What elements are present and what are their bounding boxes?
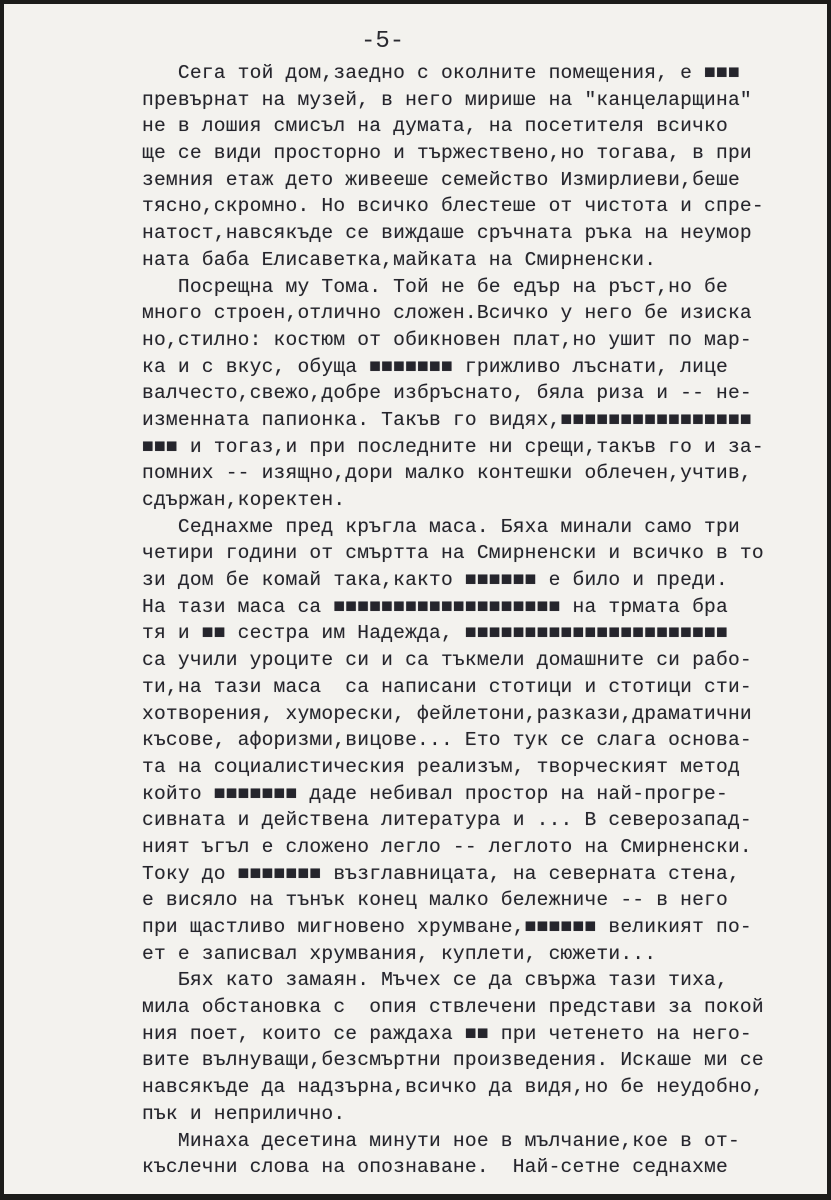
text-line: много строен,отлично сложен.Всичко у него бе изиска xyxy=(142,302,752,325)
text-line: навсякъде да надзърна,всичко да видя,но бе неудобно, xyxy=(142,1076,764,1099)
text-line: сивната и действена литература и ... В северозапад- xyxy=(142,809,752,832)
text-line: пък и неприлично. xyxy=(142,1102,346,1125)
text-line: валчесто,свежо,добре избръснато, бяла риза и -- не- xyxy=(142,382,752,405)
text-line: Седнахме пред кръгла маса. Бяха минали само три xyxy=(142,515,740,538)
text-line: На тази маса са ■■■■■■■■■■■■■■■■■■■ на трмата бра xyxy=(142,595,728,618)
text-line: превърнат на музей, в него мирише на "канцеларщина" xyxy=(142,88,752,111)
text-line: Посрещна му Тома. Той не бе едър на ръст,но бе xyxy=(142,275,728,298)
text-line: изменната папионка. Такъв го видях,■■■■■■■■■■■■■■■■ xyxy=(142,408,752,431)
text-line: Минаха десетина минути ное в мълчание,кое в от- xyxy=(142,1129,740,1152)
text-line: натост,навсякъде се виждаше сръчната ръка на неумор xyxy=(142,222,752,245)
text-line: къслечни слова на опознаване. Най-сетне седнахме xyxy=(142,1156,728,1179)
text-line: са учили уроците си и са тъкмели домашните си рабо- xyxy=(142,649,752,672)
page-body-text xyxy=(142,60,827,1181)
text-line: ти,на тази маса са написани стотици и стотици сти- xyxy=(142,675,752,698)
text-line: ния поет, които се раждаха ■■ при четенето на него- xyxy=(142,1022,752,1045)
text-line: тясно,скромно. Но всичко блестеше от чистота и спре- xyxy=(142,195,764,218)
text-line: ният ъгъл е сложено легло -- леглото на Смирненски. xyxy=(142,835,752,858)
text-line: четири години от смъртта на Смирненски и всичко в то xyxy=(142,542,764,565)
text-line: земния етаж дето живееше семейство Измирлиеви,беше xyxy=(142,168,740,191)
text-line: но,стилно: костюм от обикновен плат,но ушит по мар- xyxy=(142,328,752,351)
text-line: който ■■■■■■■ даде небивал простор на най-прогре- xyxy=(142,782,728,805)
text-line: късове, афоризми,вицове... Ето тук се слага основа- xyxy=(142,729,752,752)
text-line: Бях като замаян. Мъчех се да свържа тази тиха, xyxy=(142,969,728,992)
text-line: ната баба Елисаветка,майката на Смирненски. xyxy=(142,248,657,271)
text-line: при щастливо мигновено хрумване,■■■■■■ великият по- xyxy=(142,916,752,938)
text-line: ет е записвал хрумвания, куплети, сюжети... xyxy=(142,942,657,965)
text-line: Току до ■■■■■■■ възглавницата, на северната стена, xyxy=(142,862,740,885)
text-line: е висяло на тънък конец малко бележниче -- в него xyxy=(142,889,728,912)
text-line: сдържан,коректен. xyxy=(142,489,346,511)
text-line: не в лошия смисъл на думата, на посетителя всичко xyxy=(142,115,728,138)
text-line: мила обстановка с опия ствлечени представи за покой xyxy=(142,996,764,1019)
text-line: зи дом бе комай така,както ■■■■■■ е било и преди. xyxy=(142,569,728,592)
text-line: тя и ■■ сестра им Надежда, ■■■■■■■■■■■■■■■■■■■■■■ xyxy=(142,622,728,645)
typewritten-page xyxy=(4,4,827,1194)
text-line: вите вълнуващи,безсмъртни произведения. Искаше ми се xyxy=(142,1049,764,1072)
text-line: та на социалистическия реализъм, творческият метод xyxy=(142,755,740,778)
text-line: помних -- изящно,дори малко контешки облечен,учтив, xyxy=(142,462,752,485)
text-line: хотворения, хуморески, фейлетони,разкази,драматични xyxy=(142,702,752,725)
text-line: ще се види просторно и тържествено,но тогава, в при xyxy=(142,142,752,165)
text-line: ка и с вкус, обуща ■■■■■■■ грижливо лъснати, лице xyxy=(142,355,728,378)
text-line: ■■■ и тогаз,и при последните ни срещи,такъв го и за- xyxy=(142,435,764,458)
page-number: -5- xyxy=(361,28,405,55)
text-line: Сега той дом,заедно с околните помещения, е ■■■ xyxy=(142,62,740,84)
